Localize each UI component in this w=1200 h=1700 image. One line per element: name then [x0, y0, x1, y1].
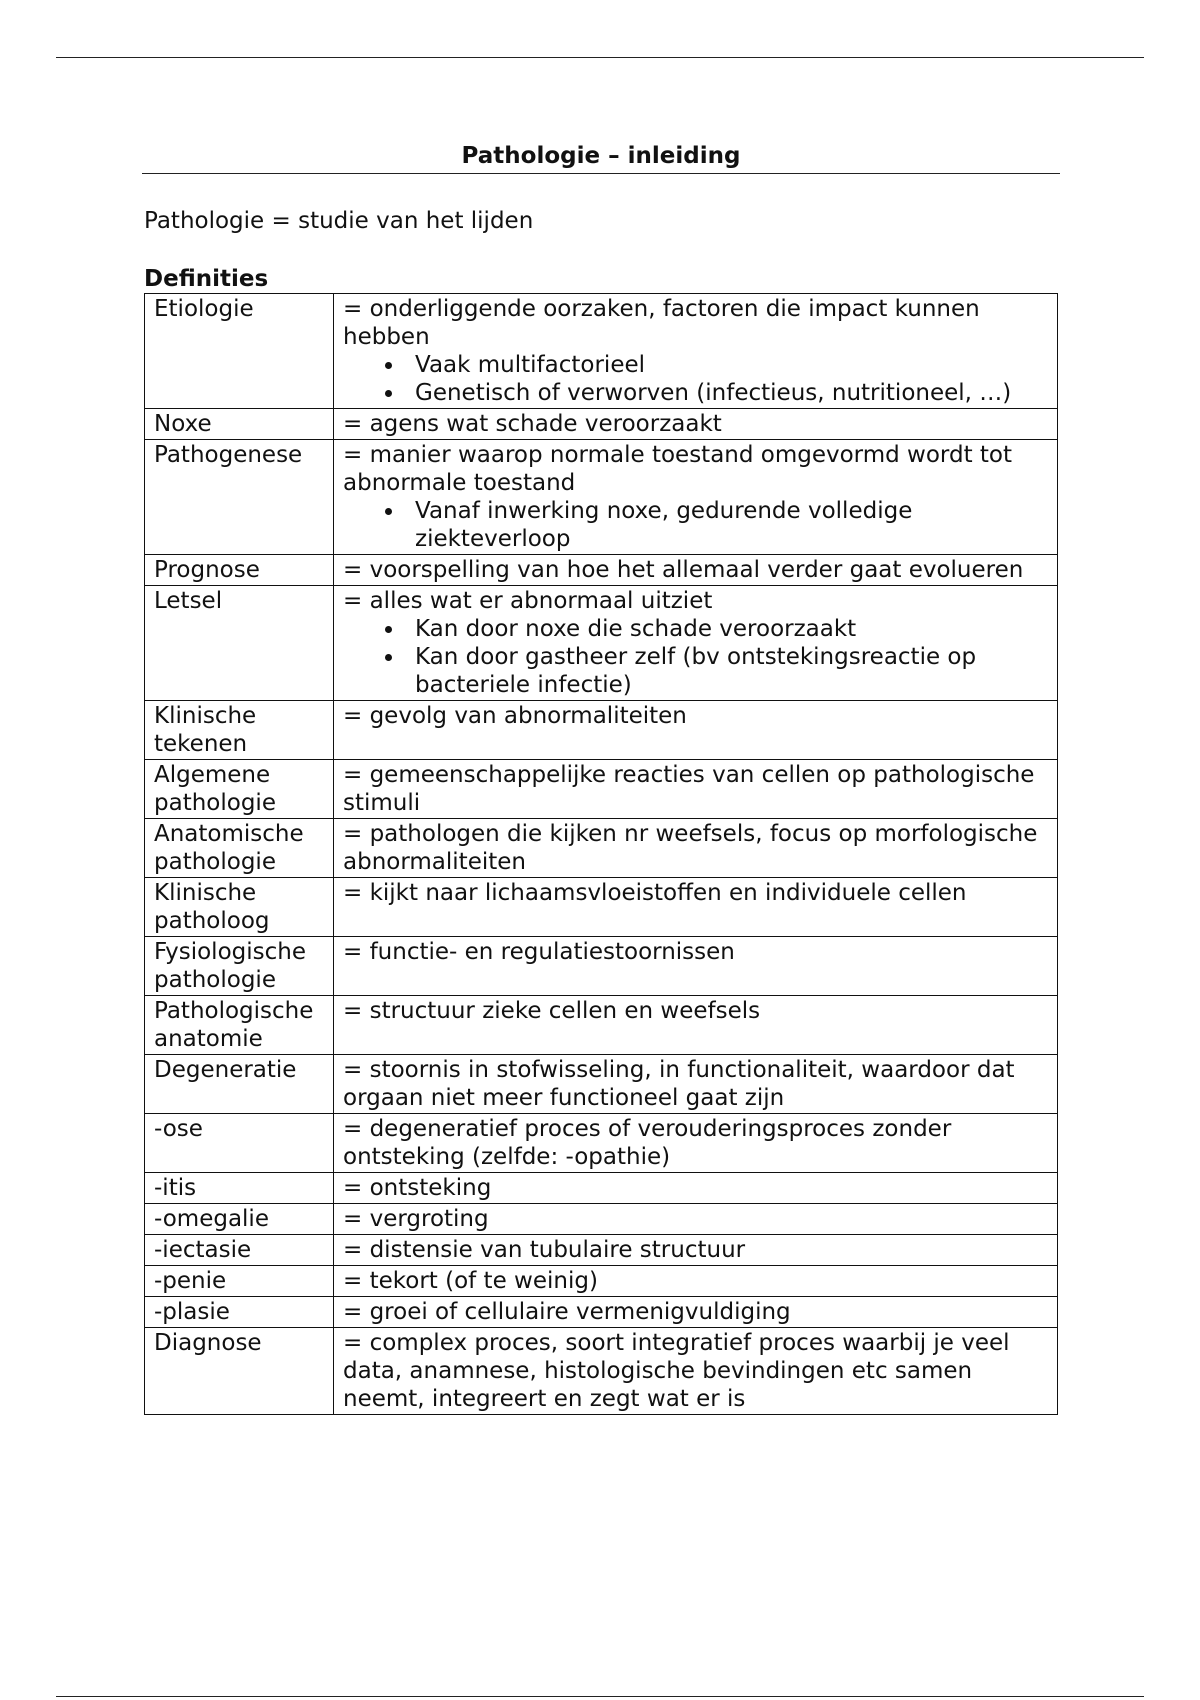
- definition-row: [145, 996, 1058, 1055]
- definition-text: = voorspelling van hoe het allemaal verder gaat evolueren: [343, 557, 1024, 583]
- definition-text: = groei of cellulaire vermenigvuldiging: [343, 1299, 791, 1325]
- definition-cell: [334, 586, 1058, 701]
- definition-term: -iectasie: [145, 1235, 334, 1266]
- definition-cell: [334, 996, 1058, 1055]
- definition-cell: [334, 878, 1058, 937]
- header-rule: [56, 57, 1144, 58]
- definition-cell: [334, 440, 1058, 555]
- definition-term: Pathologische anatomie: [145, 996, 334, 1055]
- definition-row: [145, 1114, 1058, 1173]
- definition-term: Etiologie: [145, 294, 334, 409]
- definition-bullet-list: [343, 615, 1048, 699]
- definition-row: [145, 937, 1058, 996]
- definition-term: Klinische patholoog: [145, 878, 334, 937]
- definitions-table-body: [145, 294, 1058, 1415]
- definition-row: [145, 294, 1058, 409]
- definition-row: [145, 1173, 1058, 1204]
- definition-row: [145, 819, 1058, 878]
- definition-cell: [334, 294, 1058, 409]
- definition-cell: [334, 1328, 1058, 1415]
- intro-text: Pathologie = studie van het lijden: [144, 208, 534, 234]
- definition-text: = pathologen die kijken nr weefsels, focus op morfologische abnormaliteiten: [343, 821, 1038, 875]
- definition-cell: [334, 1055, 1058, 1114]
- definition-text: = agens wat schade veroorzaakt: [343, 411, 722, 437]
- definition-term: Degeneratie: [145, 1055, 334, 1114]
- definition-term: Letsel: [145, 586, 334, 701]
- definition-term: Noxe: [145, 409, 334, 440]
- definition-term: Diagnose: [145, 1328, 334, 1415]
- definition-text: = complex proces, soort integratief proces waarbij je veel data, anamnese, histologische bevindingen etc samen neemt, integreert en zegt wat er is: [343, 1330, 1010, 1412]
- definition-bullet-list: [343, 351, 1048, 407]
- definition-term: Pathogenese: [145, 440, 334, 555]
- definition-row: [145, 555, 1058, 586]
- definition-bullet: • Vanaf inwerking noxe, gedurende volledige ziekteverloop: [405, 497, 1048, 553]
- definition-term: -plasie: [145, 1297, 334, 1328]
- definition-cell: [334, 1204, 1058, 1235]
- definition-text: = stoornis in stofwisseling, in functionaliteit, waardoor dat orgaan niet meer functioneel gaat zijn: [343, 1057, 1015, 1111]
- definition-text: = gevolg van abnormaliteiten: [343, 703, 687, 729]
- definition-term: Fysiologische pathologie: [145, 937, 334, 996]
- definition-term: Algemene pathologie: [145, 760, 334, 819]
- definition-text: = gemeenschappelijke reacties van cellen op pathologische stimuli: [343, 762, 1035, 816]
- definition-cell: [334, 937, 1058, 996]
- definition-term: -ose: [145, 1114, 334, 1173]
- footer-rule: [56, 1696, 1144, 1697]
- definition-cell: [334, 1297, 1058, 1328]
- definition-text: = vergroting: [343, 1206, 489, 1232]
- definition-text: = alles wat er abnormaal uitziet: [343, 588, 713, 614]
- definition-text: = manier waarop normale toestand omgevormd wordt tot abnormale toestand: [343, 442, 1013, 496]
- definition-cell: [334, 1114, 1058, 1173]
- definition-cell: [334, 555, 1058, 586]
- definition-bullet: • Kan door gastheer zelf (bv ontstekingsreactie op bacteriele infectie): [405, 643, 1048, 699]
- definition-row: [145, 1235, 1058, 1266]
- definition-cell: [334, 1266, 1058, 1297]
- page-title: Pathologie – inleiding: [142, 143, 1060, 174]
- definition-text: = kijkt naar lichaamsvloeistoffen en individuele cellen: [343, 880, 967, 906]
- definition-text: = degeneratief proces of verouderingsproces zonder ontsteking (zelfde: -opathie): [343, 1116, 952, 1170]
- definition-bullet: • Vaak multifactorieel: [405, 351, 1048, 379]
- definition-row: [145, 1266, 1058, 1297]
- definition-text: = onderliggende oorzaken, factoren die impact kunnen hebben: [343, 296, 980, 350]
- definition-row: [145, 878, 1058, 937]
- definition-row: [145, 440, 1058, 555]
- definition-row: [145, 760, 1058, 819]
- definition-cell: [334, 760, 1058, 819]
- definition-text: = tekort (of te weinig): [343, 1268, 598, 1294]
- definition-bullet-list: [343, 497, 1048, 553]
- definition-cell: [334, 819, 1058, 878]
- definition-term: Klinische tekenen: [145, 701, 334, 760]
- definition-row: [145, 1328, 1058, 1415]
- definition-row: [145, 701, 1058, 760]
- definition-text: = distensie van tubulaire structuur: [343, 1237, 746, 1263]
- definition-row: [145, 1297, 1058, 1328]
- definition-row: [145, 409, 1058, 440]
- definition-cell: [334, 701, 1058, 760]
- definition-row: [145, 586, 1058, 701]
- definition-term: Anatomische pathologie: [145, 819, 334, 878]
- definition-term: -omegalie: [145, 1204, 334, 1235]
- section-heading-definities: Definities: [144, 266, 269, 292]
- definition-cell: [334, 1235, 1058, 1266]
- definition-cell: [334, 1173, 1058, 1204]
- definition-row: [145, 1204, 1058, 1235]
- definition-bullet: • Genetisch of verworven (infectieus, nutritioneel, …): [405, 379, 1048, 407]
- definition-row: [145, 1055, 1058, 1114]
- definitions-table: [144, 293, 1058, 1415]
- definition-text: = ontsteking: [343, 1175, 492, 1201]
- definition-term: -penie: [145, 1266, 334, 1297]
- definition-text: = functie- en regulatiestoornissen: [343, 939, 735, 965]
- definition-bullet: • Kan door noxe die schade veroorzaakt: [405, 615, 1048, 643]
- definition-cell: [334, 409, 1058, 440]
- definition-term: Prognose: [145, 555, 334, 586]
- definition-term: -itis: [145, 1173, 334, 1204]
- definition-text: = structuur zieke cellen en weefsels: [343, 998, 761, 1024]
